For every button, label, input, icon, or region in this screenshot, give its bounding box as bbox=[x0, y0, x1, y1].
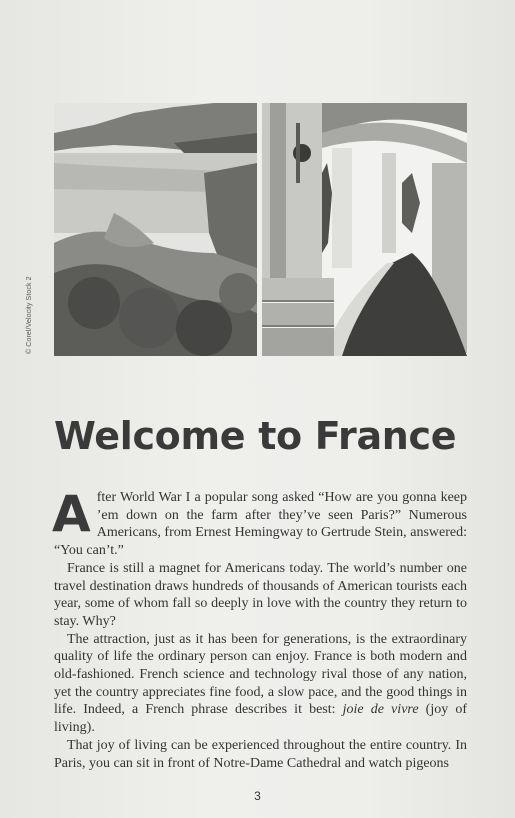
drop-cap: A bbox=[52, 485, 91, 543]
paragraph-1-text: fter World War I a popular song asked “How are you gonna keep ’em down on the farm after they’ve seen Paris?” Numerous Americans, from Ernest Hemingway to Gertrude Stein, answered: “You can’t.” bbox=[54, 490, 467, 559]
page-number: 3 bbox=[254, 789, 261, 803]
paragraph-3-text: The attraction, just as it has been for generations, is the extraordinary quality of life the ordinary person can enjoy. France is both modern and old-fashioned. French science and technology rival those of any nation, yet the country appreciates fine food, a slow pace, and the good things in life. Indeed, a French phrase describes it best: bbox=[54, 631, 467, 718]
village-street-photo bbox=[262, 103, 467, 356]
photo-credit: © Corel/Velocity Stock 2 bbox=[26, 276, 33, 354]
body-text bbox=[52, 485, 467, 772]
chapter-title: Welcome to France bbox=[54, 414, 457, 458]
joie-de-vivre-phrase: joie de vivre bbox=[342, 702, 419, 718]
paragraph-3 bbox=[54, 631, 467, 737]
coastline-photo bbox=[54, 103, 257, 356]
paragraph-3-end: (joy of living). bbox=[54, 702, 467, 736]
paragraph-1 bbox=[52, 485, 467, 560]
paragraph-2: France is still a magnet for Americans today. The world’s number one travel destination draws hundreds of thousands of American tourists each year, some of whom fall so deeply in love with the country they return to stay. Why? bbox=[54, 560, 467, 629]
paragraph-4: That joy of living can be experienced throughout the entire country. In Paris, you can sit in front of Notre-Dame Cathedral and watch pigeons bbox=[54, 737, 467, 771]
